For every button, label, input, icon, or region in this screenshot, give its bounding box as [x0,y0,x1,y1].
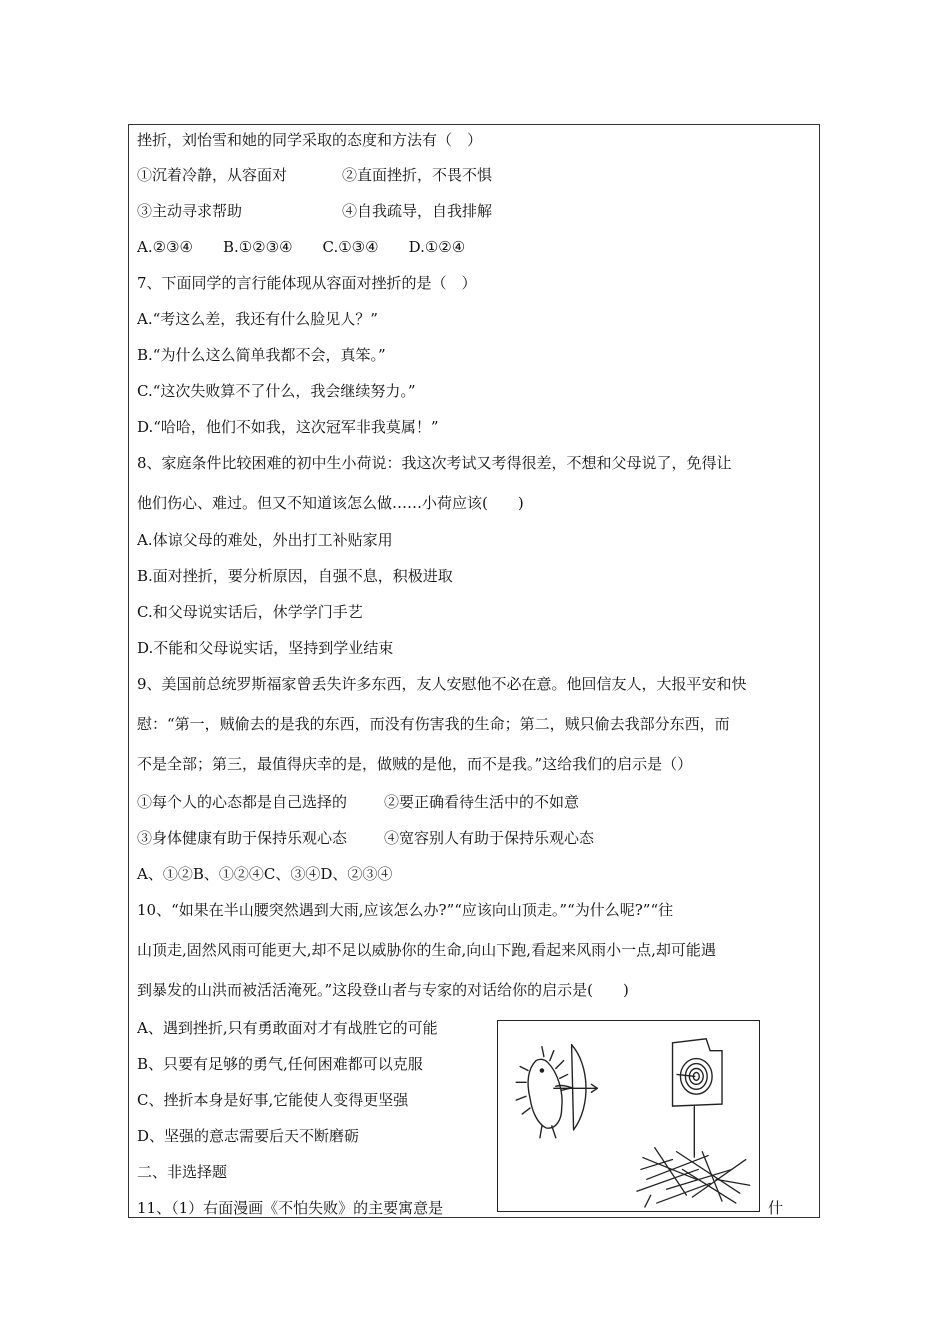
q9-choices: A、①②B、①②④C、③④D、②③④ [137,865,393,883]
q10-stem-line-1: 10、“如果在半山腰突然遇到大雨,应该怎么办?”“应该向山顶走。”“为什么呢?”“往 [137,901,674,919]
target-board [673,1039,722,1158]
section-heading-non-choice: 二、非选择题 [137,1163,228,1181]
q10-choice-d: D、坚强的意志需要后天不断磨砺 [137,1127,360,1145]
q6-option-2: ②直面挫折，不畏不惧 [342,166,493,184]
q8-stem-line-1: 8、家庭条件比较困难的初中生小荷说：我这次考试又考得很差，不想和父母说了，免得让 [137,454,732,472]
q6-option-4: ④自我疏导，自我排解 [342,202,493,220]
q8-choice-a: A.体谅父母的难处，外出打工补贴家用 [137,531,393,549]
q6-option-1: ①沉着冷静，从容面对 [137,166,288,184]
q7-choice-a: A.“考这么差，我还有什么脸见人？” [137,310,378,328]
q9-stem-line-2: 慰：“第一，贼偷去的是我的东西，而没有伤害我的生命；第二，贼只偷去我部分东西，而 [137,715,730,733]
q9-option-3: ③身体健康有助于保持乐观心态 [137,829,348,847]
q8-stem-line-2: 他们伤心、难过。但又不知道该怎么做……小荷应该( ) [137,494,524,512]
q10-stem-line-2: 山顶走,固然风雨可能更大,却不足以威胁你的生命,向山下跑,看起来风雨小一点,却可能遇 [137,941,716,959]
q6-stem-end: 挫折，刘怡雪和她的同学采取的态度和方法有（ ） [137,131,483,149]
q8-choice-b: B.面对挫折，要分析原因，自强不息，积极进取 [137,567,453,585]
q11-stem-continuation: 什 [768,1199,784,1217]
q10-choice-b: B、只要有足够的勇气,任何困难都可以克服 [137,1055,423,1073]
q8-choice-d: D.不能和父母说实话，坚持到学业结束 [137,639,394,657]
q7-choice-b: B.“为什么这么简单我都不会，真笨。” [137,346,386,364]
q9-stem-line-3: 不是全部；第三，最值得庆幸的是，做贼的是他，而不是我。”这给我们的启示是（） [137,755,693,773]
missed-arrows-pile [637,1148,750,1207]
q11-stem: 11、（1）右面漫画《不怕失败》的主要寓意是 [137,1199,444,1217]
q10-choice-c: C、挫折本身是好事,它能使人变得更坚强 [137,1091,409,1109]
hedgehog-archer [516,1045,597,1138]
q10-choice-a: A、遇到挫折,只有勇敢面对才有战胜它的可能 [137,1019,438,1037]
q10-stem-line-3: 到暴发的山洪而被活活淹死。”这段登山者与专家的对话给你的启示是( ) [137,981,629,999]
q7-stem: 7、下面同学的言行能体现从容面对挫折的是（ ） [137,274,477,292]
q9-option-4: ④宽容别人有助于保持乐观心态 [384,829,595,847]
q6-choices: A.②③④ B.①②③④ C.①③④ D.①②④ [137,238,466,256]
q7-choice-d: D.“哈哈，他们不如我，这次冠军非我莫属！” [137,418,439,436]
q9-option-1: ①每个人的心态都是自己选择的 [137,793,348,811]
cartoon-not-afraid-of-failure [497,1020,760,1212]
q7-choice-c: C.“这次失败算不了什么，我会继续努力。” [137,382,416,400]
q8-choice-c: C.和父母说实话后，休学学门手艺 [137,603,363,621]
archer-hedgehog-target-illustration [498,1021,759,1211]
q6-option-3: ③主动寻求帮助 [137,202,243,220]
q9-option-2: ②要正确看待生活中的不如意 [384,793,580,811]
q9-stem-line-1: 9、美国前总统罗斯福家曾丢失许多东西，友人安慰他不必在意。他回信友人，大报平安和快 [137,675,747,693]
